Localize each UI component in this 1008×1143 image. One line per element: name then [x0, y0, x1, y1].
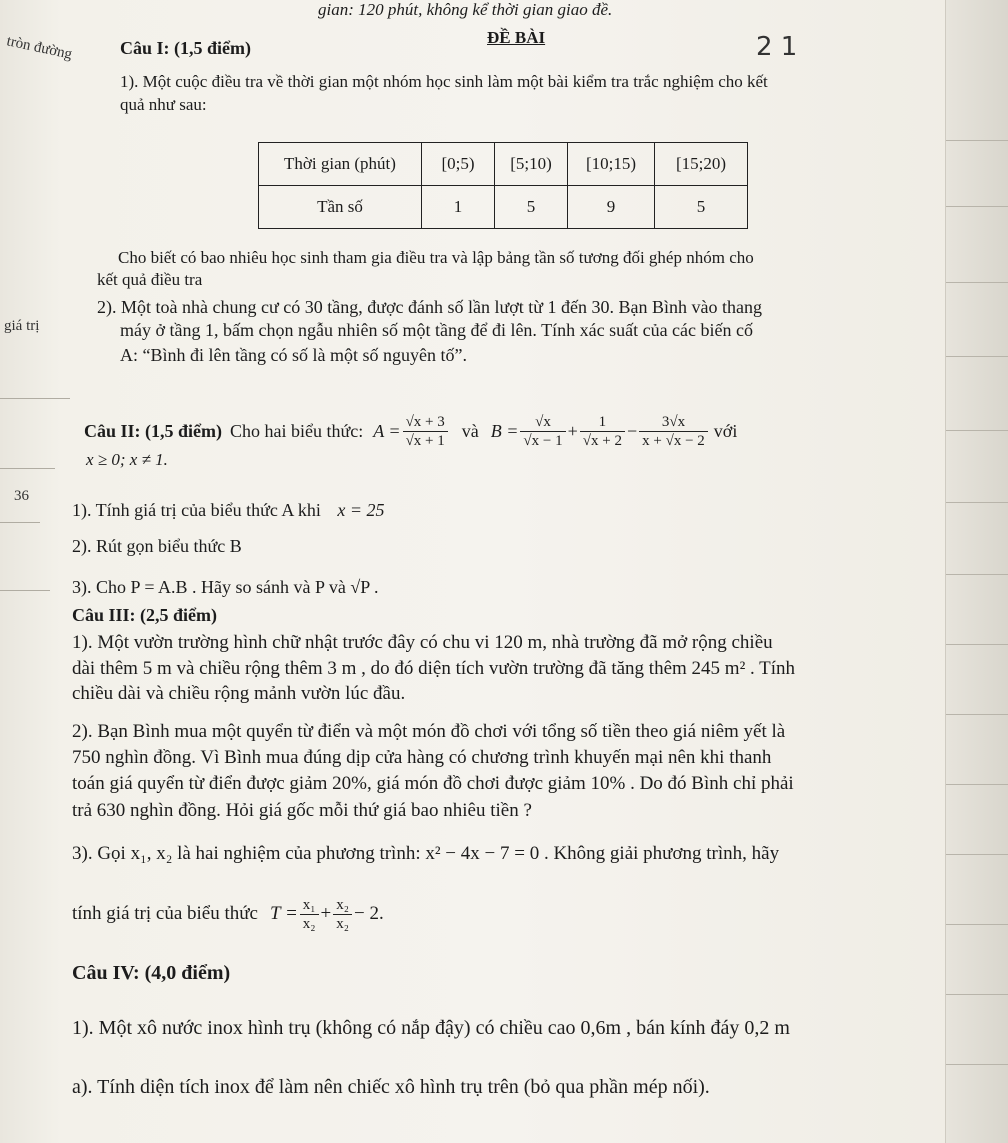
table-cell: [15;20) [655, 143, 748, 186]
q1-text: Cho biết có bao nhiêu học sinh tham gia điều tra và lập bảng tần số tương đối ghép nhóm cho [118, 248, 754, 267]
question-2-line [84, 408, 737, 454]
q1-text: kết quả điều tra [97, 270, 203, 289]
fraction-denominator: x + √x − 2 [642, 432, 705, 449]
frequency-table [258, 142, 748, 229]
fraction-B3 [639, 413, 708, 450]
table-row [259, 143, 748, 186]
q1-text: 1). Một cuộc điều tra về thời gian một nhóm học sinh làm một bài kiểm tra trắc nghiệm cho kết [120, 72, 768, 91]
table-header: Thời gian (phút) [259, 143, 422, 186]
q3-text: tính giá trị của biểu thức [72, 903, 258, 924]
question-2-heading: Câu II: (1,5 điểm) [84, 420, 222, 441]
fraction-T2 [333, 896, 352, 933]
q4-text: a). Tính diện tích inox để làm nên chiếc xô hình trụ trên (bỏ qua phần mép nối). [72, 1076, 710, 1098]
q3-text: 2). Bạn Bình mua một quyển từ điển và một món đồ chơi với tổng số tiền theo giá niêm yết là [72, 721, 786, 742]
right-page-edge [945, 0, 1008, 1143]
q2-part1-value: x = 25 [337, 500, 385, 520]
conjunction: và [461, 420, 479, 441]
fraction-denominator: √x + 1 [405, 432, 445, 449]
question-4-heading: Câu IV: (4,0 điểm) [72, 962, 231, 984]
q3-text: dài thêm 5 m và chiều rộng thêm 3 m , do đó diện tích vườn trường đã tăng thêm 245 m² . Tính [72, 658, 796, 679]
q2-condition: x ≥ 0; x ≠ 1. [86, 450, 168, 469]
q3-text-expression: tính giá trị của biểu thức T = $\frac{\text{x₁}}{\text{x₂}}$ + $\frac{\text{x₂}}{\text{x₂}}$ − 2. [72, 896, 384, 932]
fraction-denominator: √x − 1 [523, 432, 563, 449]
fraction-numerator: √x + 3 [403, 413, 448, 432]
formula-label: B = [490, 420, 519, 441]
fraction-numerator: √x [520, 413, 565, 432]
q2-text [72, 500, 385, 521]
operator: + [567, 420, 578, 441]
table-cell: [0;5) [422, 143, 495, 186]
formula-label: T = [270, 903, 298, 924]
margin-note: 36 [14, 488, 29, 504]
fraction-denominator: √x + 2 [582, 432, 622, 449]
fraction-numerator: 1 [580, 413, 625, 432]
fraction-B1 [520, 413, 565, 450]
exam-title: ĐỀ BÀI [487, 28, 546, 47]
margin-note: giá trị [4, 318, 40, 334]
margin-note: tròn đường [5, 33, 74, 63]
q2-part1: 1). Tính giá trị của biểu thức A khi [72, 500, 321, 520]
table-cell: [5;10) [495, 143, 568, 186]
table-cell: 5 [495, 186, 568, 229]
q3-text: 750 nghìn đồng. Vì Bình mua đúng dịp cửa hàng có chương trình khuyến mại nên khi thanh [72, 747, 772, 768]
table-cell: 9 [568, 186, 655, 229]
table-header: Tần số [259, 186, 422, 229]
fraction-numerator: x₁ [300, 896, 319, 915]
q3-text: 3). Gọi x₁, x₂ là hai nghiệm của phương trình: x² − 4x − 7 = 0 . Không giải phương trình, hãy [72, 843, 780, 864]
handwritten-mark: 2 1 [756, 32, 798, 62]
q1-text: quả như sau: [120, 95, 207, 114]
q3-text: chiều dài và chiều rộng mảnh vườn lúc đầu. [72, 683, 406, 704]
fraction-A [403, 413, 448, 450]
operator: − [626, 420, 638, 441]
table-cell: [10;15) [568, 143, 655, 186]
q3-text: 1). Một vườn trường hình chữ nhật trước đây có chu vi 120 m, nhà trường đã mở rộng chiều [72, 632, 773, 653]
table-cell: 5 [655, 186, 748, 229]
fraction-denominator: x₂ [336, 915, 349, 932]
fraction-numerator: x₂ [333, 896, 352, 915]
question-3-heading: Câu III: (2,5 điểm) [72, 605, 218, 625]
q2-intro: Cho hai biểu thức: [230, 420, 364, 441]
q3-text: toán giá quyển từ điển được giảm 20%, giá món đồ chơi được giảm 10% . Do đó Bình chỉ phải [72, 773, 794, 794]
fraction-T1 [300, 896, 319, 933]
formula-label: A = [373, 420, 401, 441]
q2-part3: 3). Cho P = A.B . Hãy so sánh và P và √P . [72, 577, 379, 597]
fraction-denominator: x₂ [302, 915, 316, 932]
fraction-numerator: 3√x [639, 413, 708, 432]
question-1-heading: Câu I: (1,5 điểm) [120, 38, 251, 58]
formula-tail: − 2. [353, 903, 384, 924]
q2-part2: 2). Rút gọn biểu thức B [72, 536, 242, 556]
q1-text: máy ở tầng 1, bấm chọn ngẫu nhiên số một tầng để đi lên. Tính xác suất của các biến cố [120, 320, 754, 340]
q2-text: với [713, 420, 738, 441]
q1-text: A: “Bình đi lên tầng có số là một số nguyên tố”. [120, 345, 467, 365]
time-note: gian: 120 phút, không kể thời gian giao đề. [318, 0, 613, 19]
fraction-B2 [580, 413, 625, 450]
table-cell: 1 [422, 186, 495, 229]
q1-text: 2). Một toà nhà chung cư có 30 tầng, được đánh số lần lượt từ 1 đến 30. Bạn Bình vào thang [97, 297, 762, 317]
q3-text: trả 630 nghìn đồng. Hỏi giá gốc mỗi thứ giá bao nhiêu tiền ? [72, 800, 532, 821]
table-row [259, 186, 748, 229]
q4-text: 1). Một xô nước inox hình trụ (không có nắp đậy) có chiều cao 0,6m , bán kính đáy 0,2 m [72, 1017, 790, 1039]
